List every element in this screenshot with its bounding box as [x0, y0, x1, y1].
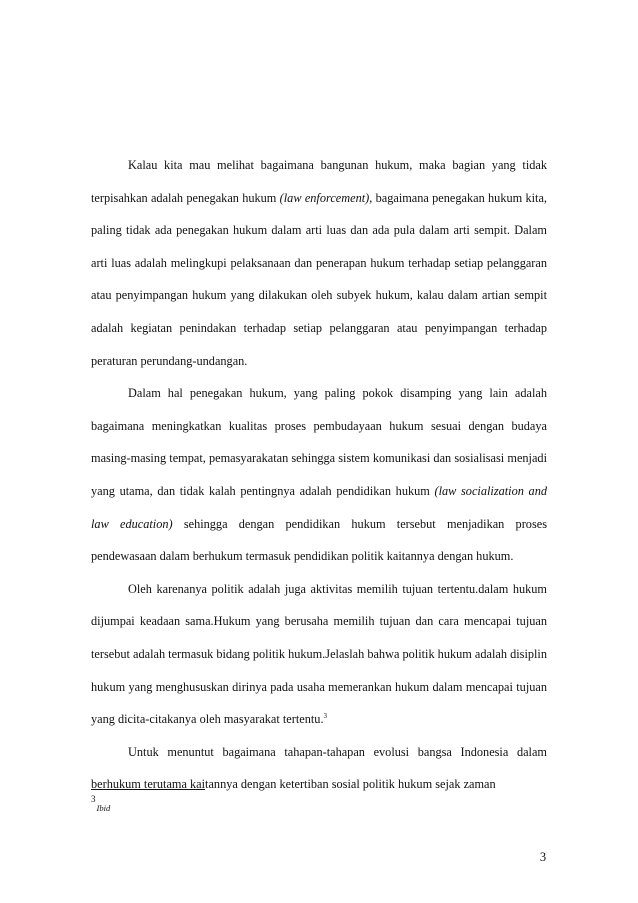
- paragraph-4-text-before: Untuk menuntut bagaimana tahapan-tahapan evolusi bangsa Indonesia dalam berhukum terutama kaitannya dengan ketertiban sosial politik hukum sejak zaman: [91, 744, 547, 792]
- paragraph-3: [91, 573, 547, 736]
- paragraph-2-italic-term: (law socialization and law education): [91, 483, 547, 531]
- footnote: [91, 794, 111, 813]
- paragraph-3-text-before: Oleh karenanya politik adalah juga aktivitas memilih tujuan tertentu.dalam hukum dijumpai keadaan sama.Hukum yang berusaha memilih tujuan dan cara mencapai tujuan tersebut adalah termasuk bidang politik hukum.Jelaslah bahwa politik hukum adalah disiplin hukum yang menghususkan dirinya pada usaha memerankan hukum dalam mencapai tujuan yang dicita-citakanya oleh masyarakat tertentu.: [91, 581, 547, 727]
- paragraph-2-text-after: sehingga dengan pendidikan hukum tersebut menjadikan proses pendewasaan dalam berhukum termasuk pendidikan politik kaitannya dengan hukum.: [91, 516, 547, 564]
- footnote-divider: [91, 789, 205, 790]
- paragraph-4: [91, 736, 547, 801]
- paragraph-2-text-before: Dalam hal penegakan hukum, yang paling pokok disamping yang lain adalah bagaimana meningkatkan kualitas proses pembudayaan hukum sesuai dengan budaya masing-masing tempat, pemasyarakatan sehingga sistem komunikasi dan sosialisasi menjadi yang utama, dan tidak kalah pentingnya adalah pendidikan hukum: [91, 386, 547, 498]
- body-text: [91, 149, 547, 801]
- footnote-number: 3: [91, 794, 96, 804]
- footnote-reference[interactable]: 3: [323, 712, 328, 721]
- paragraph-1: [91, 149, 547, 377]
- paragraph-1-text-after: , bagaimana penegakan hukum kita, paling tidak ada penegakan hukum dalam arti luas dan ada pula dalam arti sempit. Dalam arti luas adalah melingkupi pelaksanaan dan penerapan hukum terhadap setiap pelanggaran atau penyimpangan hukum yang dilakukan oleh subyek hukum, kalau dalam artian sempit adalah kegiatan penindakan terhadap setiap pelanggaran atau penyimpangan terhadap peraturan perundang-undangan.: [91, 190, 547, 368]
- footnote-text: Ibid: [96, 803, 111, 813]
- paragraph-2: [91, 377, 547, 573]
- page-number: 3: [539, 850, 547, 864]
- paragraph-1-text-before: Kalau kita mau melihat bagaimana bangunan hukum, maka bagian yang tidak terpisahkan adalah penegakan hukum: [91, 158, 547, 205]
- paragraph-1-italic-term: (law enforcement): [279, 190, 370, 205]
